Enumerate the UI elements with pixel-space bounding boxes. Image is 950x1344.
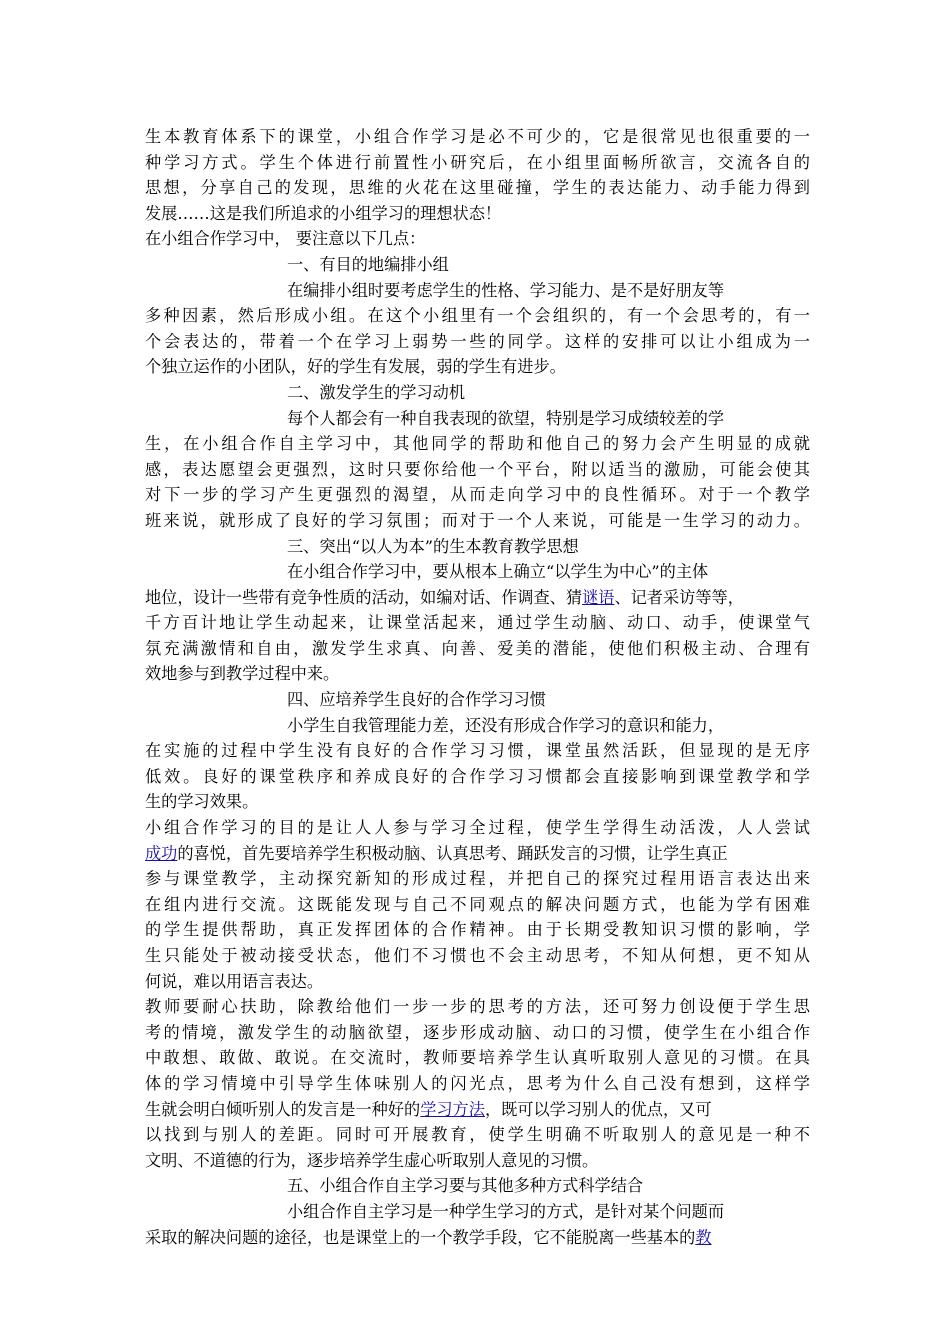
section-2-paragraph: [145, 406, 810, 534]
section-2-heading: 二、激发学生的学习动机: [287, 382, 466, 402]
text-line: 氛充满激情和自由，激发学生求真、向善、爱美的潜能，使他们积极主动、合理有: [145, 638, 810, 658]
text-line: 小组合作自主学习是一种学生学习的方式，是针对某个问题而: [287, 1201, 725, 1221]
text-line: 中敢想、敢做、敢说。在交流时，教师要培养学生认真听取别人意见的习惯。在具: [145, 1048, 810, 1068]
text-line: 生，在小组合作自主学习中，其他同学的帮助和他自己的努力会产生明显的成就: [145, 434, 810, 454]
text-line: 在组内进行交流。这既能发现与自己不同观点的解决问题方式，也能为学有困难: [145, 894, 810, 914]
lead-line: 在小组合作学习中， 要注意以下几点：: [145, 229, 426, 249]
document-body: [145, 124, 810, 1250]
text-segment: 地位，设计一些带有竞争性质的活动，如编对话、作调查、猜: [145, 587, 583, 607]
text-line: 在小组合作学习中，要从根本上确立“以学生为中心”的主体: [287, 562, 709, 582]
text-line: 个会表达的，带着一个在学习上弱势一些的同学。这样的安排可以让小组成为一: [145, 331, 810, 351]
section-4-paragraph: [145, 713, 810, 815]
text-line: 个独立运作的小团队，好的学生有发展，弱的学生有进步。: [145, 357, 566, 377]
text-line: 小组合作学习的目的是让人人参与学习全过程，使学生学得生动活泼，人人尝试: [145, 818, 810, 838]
section-5-heading: 五、小组合作自主学习要与其他多种方式科学结合: [287, 1176, 644, 1196]
text-line: 何说，难以用语言表达。: [145, 971, 324, 991]
text-line: 班来说，就形成了良好的学习氛围；而对于一个人来说，可能是一生学习的动力。: [145, 510, 810, 530]
text-line: 考的情境，激发学生的动脑欲望，逐步形成动脑、动口的习惯，使学生在小组合作: [145, 1022, 810, 1042]
learning-method-link[interactable]: 学习方法: [420, 1099, 485, 1119]
text-line: 文明、不道德的行为，逐步培养学生虚心听取别人意见的习惯。: [145, 1150, 599, 1170]
text-segment: 采取的解决问题的途径，也是课堂上的一个教学手段，它不能脱离一些基本的: [145, 1227, 696, 1247]
paragraph-6: [145, 994, 810, 1173]
text-line: 多种因素，然后形成小组。在这个小组里有一个会组织的，有一个会思考的，有一: [145, 306, 810, 326]
section-3-paragraph: [145, 559, 810, 687]
text-line: 教师要耐心扶助，除教给他们一步一步的思考的方法，还可努力创设便于学生思: [145, 997, 810, 1017]
text-line: 千方百计地让学生动起来，让课堂活起来，通过学生动脑、动口、动手，使课堂气: [145, 613, 810, 633]
text-line: 在实施的过程中学生没有良好的合作学习习惯，课堂虽然活跃，但显现的是无序: [145, 741, 810, 761]
teaching-link[interactable]: 教: [695, 1227, 712, 1247]
text-line: 生的学习效果。: [145, 792, 259, 812]
text-line: 体的学习情境中引导学生体味别人的闪光点，思考为什么自己没有想到，这样学: [145, 1073, 810, 1093]
success-link[interactable]: 成功: [145, 843, 178, 863]
text-line: 发展……这是我们所追求的小组学习的理想状态！: [145, 203, 502, 223]
section-4-heading: 四、应培养学生良好的合作学习习惯: [287, 690, 546, 710]
text-segment: 生就会明白倾听别人的发言是一种好的: [145, 1099, 421, 1119]
text-line: 生本教育体系下的课堂，小组合作学习是必不可少的，它是很常见也很重要的一: [145, 127, 810, 146]
section-1-paragraph: [145, 278, 810, 380]
section-1-heading: 一、有目的地编排小组: [287, 254, 449, 274]
text-line: 感，表达愿望会更强烈，这时只要你给他一个平台，附以适当的激励，可能会使其: [145, 459, 810, 479]
text-line: 在编排小组时要考虑学生的性格、学习能力、是不是好朋友等: [287, 280, 725, 300]
text-line: [145, 1097, 810, 1123]
text-line: [145, 585, 810, 611]
text-line: 的学生提供帮助，真正发挥团体的合作精神。由于长期受教知识习惯的影响，学: [145, 920, 810, 940]
section-5-paragraph: [145, 1199, 810, 1250]
riddle-link[interactable]: 谜语: [582, 587, 615, 607]
text-line: 每个人都会有一种自我表现的欲望，特别是学习成绩较差的学: [287, 408, 725, 428]
text-line: 以找到与别人的差距。同时可开展教育，使学生明确不听取别人的意见是一种不: [145, 1125, 810, 1145]
text-line: 参与课堂教学，主动探究新知的形成过程，并把自己的探究过程用语言表达出来: [145, 869, 810, 889]
text-segment: ，既可以学习别人的优点，又可: [484, 1099, 712, 1119]
text-line: 效地参与到教学过程中来。: [145, 664, 340, 684]
intro-paragraph: [145, 124, 810, 226]
text-line: 生只能处于被动接受状态，他们不习惯也不会主动思考，不知从何想，更不知从: [145, 946, 810, 965]
text-line: 思想，分享自己的发现，思维的火花在这里碰撞，学生的表达能力、动手能力得到: [145, 178, 810, 198]
text-line: [145, 841, 810, 867]
paragraph-5: [145, 815, 810, 994]
text-line: 小学生自我管理能力差，还没有形成合作学习的意识和能力，: [287, 715, 725, 735]
text-line: 种学习方式。学生个体进行前置性小研究后，在小组里面畅所欲言，交流各自的: [145, 152, 810, 172]
section-3-heading: 三、突出“以人为本”的生本教育教学思想: [287, 536, 579, 556]
text-segment: 的喜悦，首先要培养学生积极动脑、认真思考、踊跃发言的习惯，让学生真正: [177, 843, 728, 863]
text-line: [145, 1225, 810, 1251]
text-line: 对下一步的学习产生更强烈的渴望，从而走向学习中的良性循环。对于一个教学: [145, 485, 810, 505]
text-line: 低效。良好的课堂秩序和养成良好的合作学习习惯都会直接影响到课堂教学和学: [145, 766, 810, 786]
text-segment: 、记者采访等等，: [614, 587, 744, 607]
